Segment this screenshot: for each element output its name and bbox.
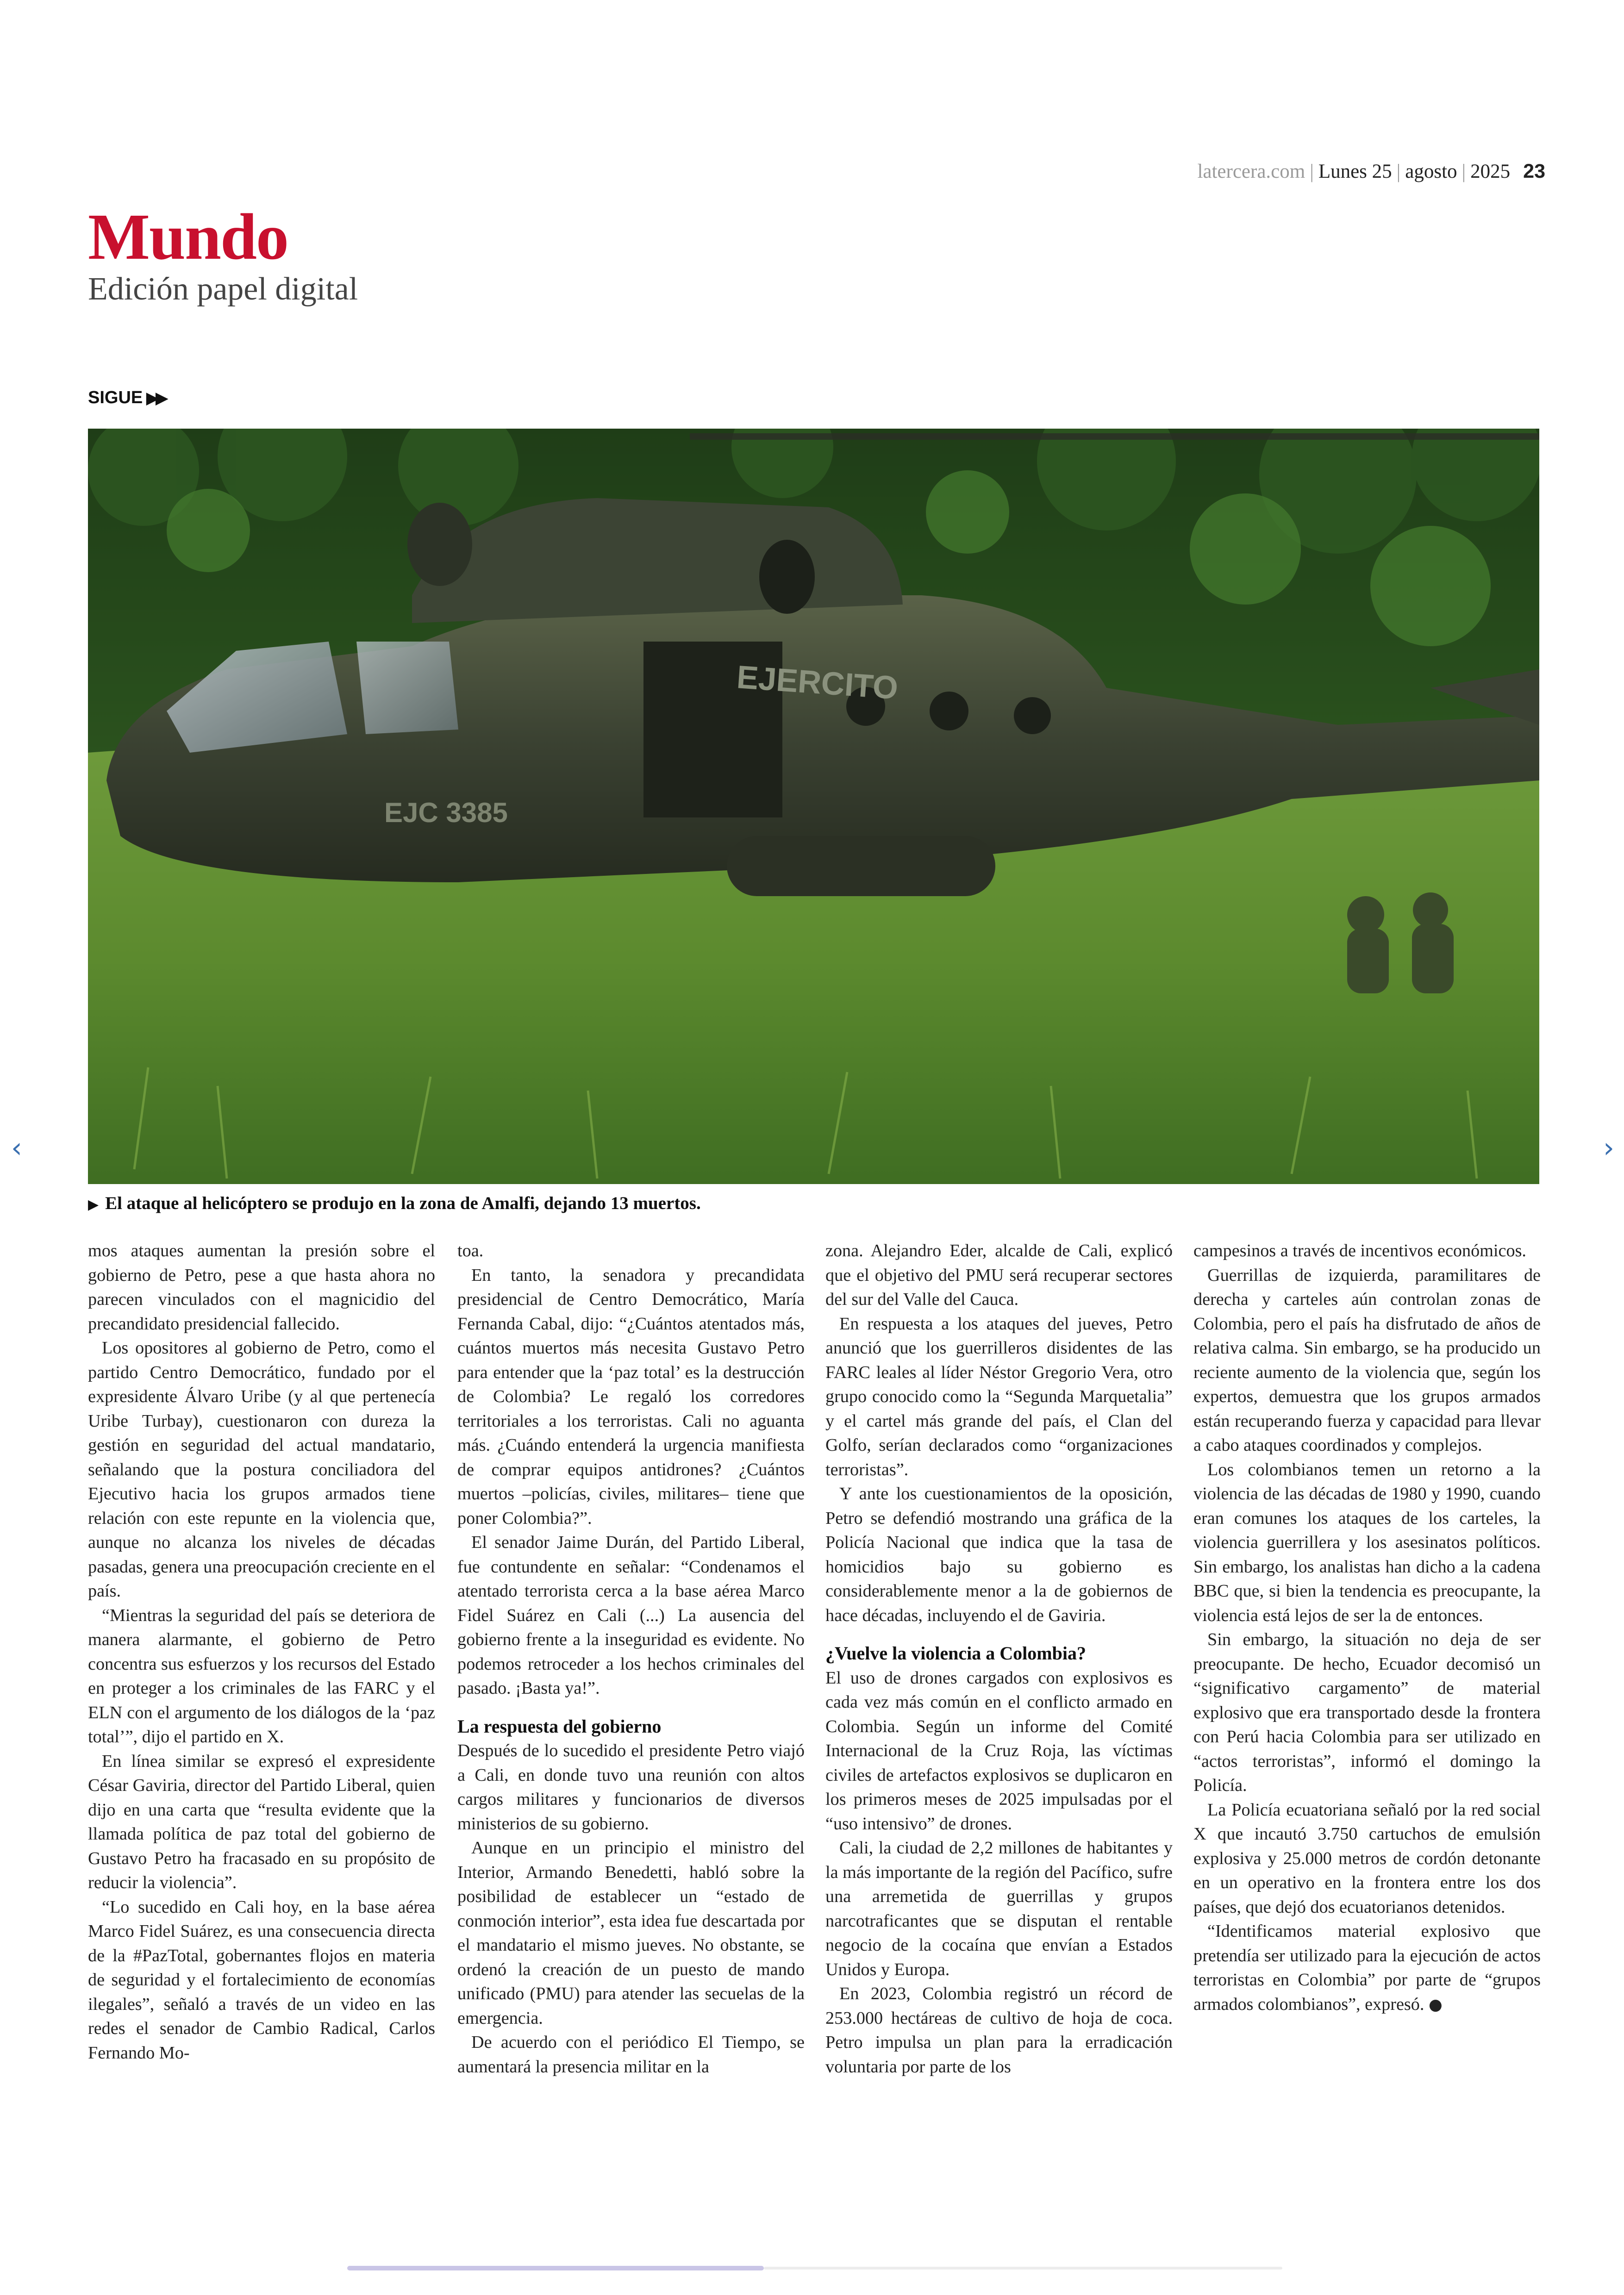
paragraph-text: “Identificamos material explosivo que pretendía ser utilizado para la ejecución de actos terroristas en Colombia” por parte de “grupos armados colombianos”, expresó. bbox=[1193, 1921, 1541, 2014]
paragraph: Y ante los cuestionamientos de la oposición, Petro se defendió mostrando una gráfica de la Policía Nacional que indica que la tasa de homicidios bajo su gobierno es considerablemente menor a la de gobiernos de hace décadas, incluyendo el de Gaviria. bbox=[825, 1484, 1173, 1625]
paragraph: Sin embargo, la situación no deja de ser preocupante. De hecho, Ecuador decomisó un “significativo cargamento” de material explosivo que era transportado desde la frontera con Perú hacia Colombia para ser utilizado en “actos terroristas”, informó el domingo la Policía. bbox=[1193, 1630, 1541, 1795]
filled-circle-icon: ● bbox=[1428, 1995, 1443, 2014]
paragraph: De acuerdo con el periódico El Tiempo, se aumentará la presencia militar en la bbox=[457, 2033, 805, 2077]
paragraph: Aunque en un principio el ministro del Interior, Armando Benedetti, habló sobre la posibilidad de establecer un “estado de conmoción interior”, esta idea fue descartada por el mandatario el mismo jueves. No obstante, se ordenó la creación de un puesto de mando unificado (PMU) para atender las secuelas de la emergencia. bbox=[457, 1838, 805, 2028]
paragraph: La Policía ecuatoriana señaló por la red social X que incautó 3.750 cartuchos de emulsión explosiva y 25.000 metros de cordón detonante en un operativo en la frontera entre los dos países, que dejó dos ecuatorianos detenidos. bbox=[1193, 1800, 1541, 1917]
chevron-right-icon[interactable]: › bbox=[1603, 1132, 1614, 1164]
paragraph: mos ataques aumentan la presión sobre el gobierno de Petro, pese a que hasta ahora no parecen vinculados con el magnicidio del precandidato presidencial fallecido. bbox=[88, 1241, 435, 1334]
paragraph: Guerrillas de izquierda, paramilitares de derecha y carteles aún controlan zonas de Colombia, pero el país ha disfrutado de años de relativa calma. Sin embargo, se ha producido un reciente aumento de la violencia que, según los expertos, demuestra que los grupos armados están recuperando fuerza y capacidad para llevar a cabo ataques coordinados y complejos. bbox=[1193, 1265, 1541, 1455]
paragraph: “Lo sucedido en Cali hoy, en la base aérea Marco Fidel Suárez, es una consecuencia directa de la #PazTotal, gobernantes flojos en materia de seguridad y el fortalecimiento de economías ilegales”, señaló a través de un video en las redes el senador de Cambio Radical, Carlos Fernando Mo- bbox=[88, 1897, 435, 2063]
masthead bbox=[1197, 160, 1545, 183]
paragraph: “Mientras la seguridad del país se deteriora de manera alarmante, el gobierno de Petro concentra sus esfuerzos y los recursos del Estado en proteger a los criminales de las FARC y el ELN con el argumento de los diálogos de la ‘paz total’”, dijo el partido en X. bbox=[88, 1605, 435, 1746]
paragraph: campesinos a través de incentivos económicos. bbox=[1193, 1241, 1526, 1260]
paragraph: El uso de drones cargados con explosivos es cada vez más común en el conflicto armado en Colombia. Según un informe del Comité Internacional de la Cruz Roja, las víctimas civiles de artefactos explosivos se duplicaron en los primeros meses de 2025 impulsadas por el “uso intensivo” de drones. bbox=[825, 1668, 1173, 1834]
paragraph: Los opositores al gobierno de Petro, como el partido Centro Democrático, fundado por el expresidente Álvaro Uribe (y al que pertenecía Uribe Turbay), cuestionaron con dureza la gestión en seguridad del actual mandatario, señalando que la postura conciliadora del Ejecutivo hacia los grupos armados tiene relación con este repunte en la violencia que, aunque no alcanza los niveles de décadas pasadas, genera una preocupación creciente en el país. bbox=[88, 1338, 435, 1601]
subheading: La respuesta del gobierno bbox=[457, 1715, 662, 1737]
helicopter-photo bbox=[88, 429, 1539, 1184]
paragraph: Los colombianos temen un retorno a la violencia de las décadas de 1980 y 1990, cuando eran comunes los ataques de los carteles, la violencia guerrillera y los asesinatos políticos. Sin embargo, los analistas han dicho a la cadena BBC que, si bien la tendencia es preocupante, la violencia está lejos de ser la de entonces. bbox=[1193, 1459, 1541, 1625]
paragraph-final bbox=[1193, 1919, 1541, 2017]
paragraph: zona. Alejandro Eder, alcalde de Cali, explicó que el objetivo del PMU será recuperar sectores del sur del Valle del Cauca. bbox=[825, 1241, 1173, 1309]
paragraph: toa. bbox=[457, 1241, 484, 1260]
paragraph: En respuesta a los ataques del jueves, Petro anunció que los guerrilleros disidentes de las FARC leales al líder Néstor Gregorio Vera, otro grupo conocido como la “Segunda Marquetalia” y el cartel más grande del país, el Clan del Golfo, serían declarados como “organizaciones terroristas”. bbox=[825, 1314, 1173, 1479]
spacer bbox=[825, 1628, 1173, 1640]
spacer bbox=[457, 1701, 805, 1713]
double-right-triangle-icon: ▶▶ bbox=[146, 389, 165, 407]
separator: | bbox=[1310, 161, 1314, 182]
sigue-link[interactable] bbox=[88, 388, 165, 408]
paragraph: El senador Jaime Durán, del Partido Liberal, fue contundente en señalar: “Condenamos el atentado terrorista cerca a la base aérea Marco Fidel Suárez en Cali (...) La ausencia del gobierno frente a la inseguridad es evidente. No podemos retroceder a los hechos criminales del pasado. ¡Basta ya!”. bbox=[457, 1533, 805, 1698]
article-column-2 bbox=[457, 1239, 805, 2079]
paragraph: En línea similar se expresó el expresidente César Gaviria, director del Partido Liberal, quien dijo en una carta que “resulta evidente que la llamada política de paz total del gobierno de Gustavo Petro ha fracasado en su propósito de reducir la violencia”. bbox=[88, 1751, 435, 1892]
page-number: 23 bbox=[1523, 160, 1545, 182]
article-column-1 bbox=[88, 1239, 435, 2065]
right-triangle-icon: ▶ bbox=[88, 1197, 99, 1213]
date-month: agosto bbox=[1405, 161, 1457, 182]
paragraph: Después de lo sucedido el presidente Petro viajó a Cali, en donde tuvo una reunión con altos cargos militares y funcionarios de diversos ministerios de su gobierno. bbox=[457, 1741, 805, 1834]
separator: | bbox=[1462, 161, 1466, 182]
caption-text: El ataque al helicóptero se produjo en la zona de Amalfi, dejando 13 muertos. bbox=[105, 1193, 701, 1213]
article-column-3 bbox=[825, 1239, 1173, 2079]
section-title: Mundo bbox=[88, 200, 288, 273]
section-subtitle: Edición papel digital bbox=[88, 271, 358, 307]
fuselage-text: EJERCITO bbox=[735, 659, 899, 706]
sigue-label: SIGUE bbox=[88, 388, 143, 407]
separator: | bbox=[1396, 161, 1401, 182]
paragraph: En tanto, la senadora y precandidata presidencial de Centro Democrático, María Fernanda Cabal, dijo: “¿Cuántos atentados más, cuántos muertos más necesita Gustavo Petro para entender que la ‘paz total’ es la destrucción de Colombia? Le regaló los corredores territoriales a los terroristas. Cali no aguanta más. ¿Cuándo entenderá la urgencia manifiesta de comprar equipos antidrones? ¿Cuántos muertos –policías, civiles, militares– tiene que poner Colombia?”. bbox=[457, 1265, 805, 1528]
scrollbar-thumb[interactable] bbox=[347, 2266, 764, 2270]
subheading: ¿Vuelve la violencia a Colombia? bbox=[825, 1643, 1086, 1664]
scrollbar-track[interactable] bbox=[764, 2267, 1282, 2270]
chevron-left-icon[interactable]: ‹ bbox=[11, 1132, 22, 1164]
tail-number: EJC 3385 bbox=[384, 797, 508, 828]
site-name[interactable]: latercera.com bbox=[1197, 161, 1305, 182]
paragraph: Cali, la ciudad de 2,2 millones de habitantes y la más importante de la región del Pacífico, sufre una arremetida de guerrillas y grupos narcotraficantes que se disputan el rentable negocio de la cocaína que envían a Estados Unidos y Europa. bbox=[825, 1838, 1173, 1979]
date-day: Lunes 25 bbox=[1318, 161, 1392, 182]
paragraph: En 2023, Colombia registró un récord de 253.000 hectáreas de cultivo de hoja de coca. Petro impulsa un plan para la erradicación voluntaria por parte de los bbox=[825, 1984, 1173, 2077]
date-year: 2025 bbox=[1470, 161, 1511, 182]
article-column-4 bbox=[1193, 1239, 1541, 2017]
photo-caption bbox=[88, 1193, 701, 1214]
